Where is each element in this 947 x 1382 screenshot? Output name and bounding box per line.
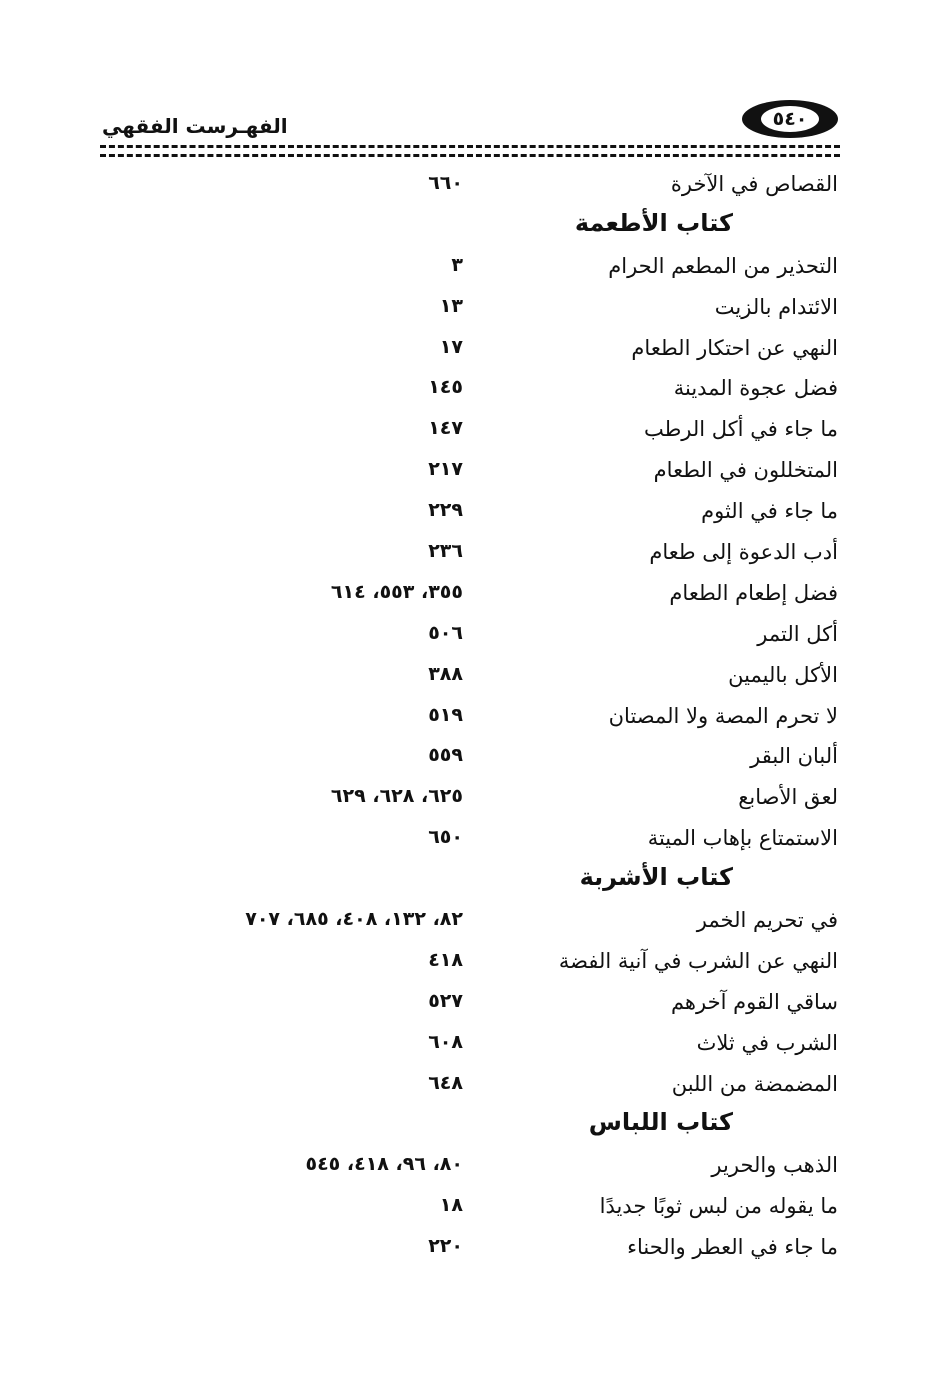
index-entry (100, 413, 838, 454)
entry-pages: ٢١٧ (428, 458, 463, 481)
entry-topic: الشرب في ثلاث (696, 1030, 838, 1055)
entry-pages: ٦٥٠ (428, 826, 463, 849)
entry-pages: ٢٢٩ (428, 499, 463, 522)
index-entry (100, 618, 838, 659)
index-entry (100, 1149, 838, 1190)
entry-topic: ما جاء في أكل الرطب (643, 417, 838, 442)
index-entry (100, 740, 838, 781)
section-heading-row (100, 1108, 838, 1149)
running-title: الفهـرست الفقهي (102, 114, 288, 138)
index-list (100, 168, 838, 1272)
entry-topic: ما يقوله من لبس ثوبًا جديدًا (599, 1194, 838, 1219)
entry-topic: الاستمتاع بإهاب الميتة (647, 826, 838, 851)
entry-pages: ٣ (451, 253, 463, 276)
page-number-badge (742, 100, 838, 138)
header-divider (100, 145, 840, 157)
entry-topic: لا تحرم المصة ولا المصتان (608, 703, 838, 728)
entry-pages: ٦٤٨ (428, 1071, 463, 1094)
entry-pages: ٨٠، ٩٦، ٤١٨، ٥٤٥ (305, 1153, 463, 1176)
section-heading-row (100, 209, 838, 250)
entry-pages: ٣٨٨ (428, 662, 463, 685)
entry-topic: النهي عن احتكار الطعام (631, 335, 838, 360)
index-entry (100, 1231, 838, 1272)
entry-topic: فضل عجوة المدينة (673, 376, 838, 401)
section-heading-row (100, 863, 838, 904)
entry-topic: فضل إطعام الطعام (669, 580, 838, 605)
entry-pages: ١٤٥ (428, 376, 463, 399)
entry-pages: ٢٢٠ (428, 1235, 463, 1258)
entry-topic: المضمضة من اللبن (671, 1071, 838, 1096)
section-heading: كتاب الأشربة (579, 863, 733, 892)
entry-pages: ١٨ (439, 1194, 463, 1217)
entry-topic: الأكل باليمين (728, 662, 838, 687)
index-entry (100, 659, 838, 700)
section-heading: كتاب الأطعمة (574, 208, 733, 237)
index-entry (100, 904, 838, 945)
index-entry (100, 536, 838, 577)
entry-pages: ٦٢٥، ٦٢٨، ٦٢٩ (330, 785, 463, 808)
entry-topic: ساقي القوم آخرهم (670, 989, 838, 1014)
entry-pages: ٥١٩ (428, 703, 463, 726)
index-entry (100, 1027, 838, 1068)
entry-topic: ما جاء في الثوم (701, 499, 838, 524)
entry-pages: ٢٣٦ (428, 540, 463, 563)
entry-topic: القصاص في الآخرة (670, 172, 838, 196)
index-entry (100, 168, 838, 209)
entry-pages: ٨٢، ١٣٢، ٤٠٨، ٦٨٥، ٧٠٧ (245, 908, 463, 931)
index-entry (100, 454, 838, 495)
entry-topic: لعق الأصابع (738, 785, 838, 810)
entry-topic: المتخللون في الطعام (653, 458, 838, 483)
entry-topic: في تحريم الخمر (696, 908, 838, 933)
index-entry (100, 372, 838, 413)
entry-pages: ٤١٨ (428, 948, 463, 971)
entry-topic: الائتدام بالزيت (714, 294, 838, 319)
index-entry (100, 945, 838, 986)
index-entry (100, 250, 838, 291)
entry-topic: أدب الدعوة إلى طعام (649, 540, 838, 565)
index-entry (100, 577, 838, 618)
entry-topic: الذهب والحرير (711, 1153, 838, 1178)
index-entry (100, 1190, 838, 1231)
entry-topic: النهي عن الشرب في آنية الفضة (558, 948, 838, 973)
index-entry (100, 986, 838, 1027)
entry-pages: ١٧ (439, 335, 463, 358)
index-entry (100, 781, 838, 822)
index-entry (100, 1068, 838, 1109)
index-entry (100, 700, 838, 741)
entry-pages: ٥٢٧ (428, 989, 463, 1012)
entry-pages: ٣٥٥، ٥٥٣، ٦١٤ (330, 580, 463, 603)
index-entry (100, 495, 838, 536)
entry-pages: ٦٦٠ (428, 172, 463, 194)
entry-pages: ١٣ (439, 294, 463, 317)
entry-topic: التحذير من المطعم الحرام (608, 253, 838, 278)
entry-topic: ألبان البقر (750, 744, 838, 769)
section-heading: كتاب اللباس (588, 1108, 733, 1137)
entry-topic: ما جاء في العطر والحناء (627, 1235, 838, 1260)
entry-pages: ٦٠٨ (428, 1030, 463, 1053)
entry-pages: ٥٥٩ (428, 744, 463, 767)
index-entry (100, 822, 838, 863)
index-entry (100, 291, 838, 332)
entry-pages: ١٤٧ (428, 417, 463, 440)
page-header (100, 100, 840, 146)
entry-pages: ٥٠٦ (428, 621, 463, 644)
entry-topic: أكل التمر (757, 621, 838, 646)
page-number: ٥٤٠ (761, 106, 819, 132)
index-entry (100, 332, 838, 373)
